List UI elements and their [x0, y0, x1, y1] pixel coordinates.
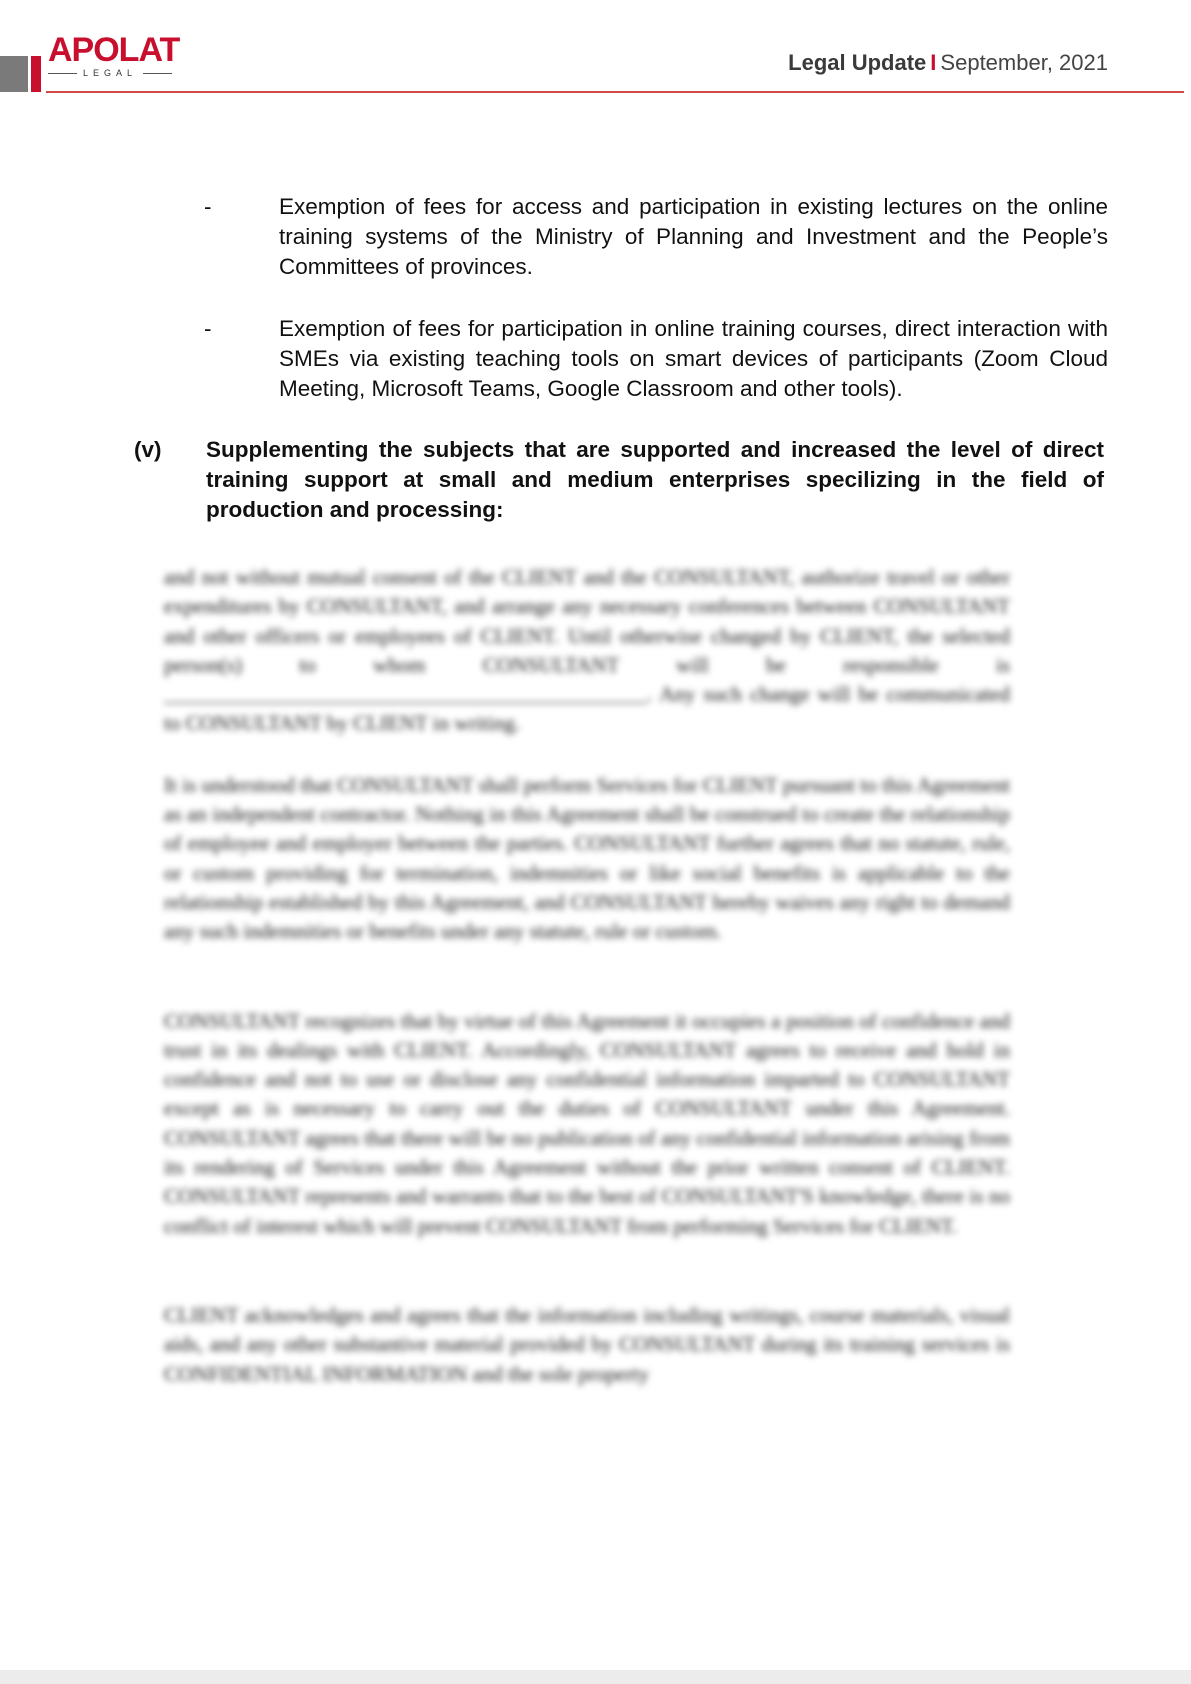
apolat-logo — [48, 32, 178, 78]
logo-subtext: LEGAL — [82, 68, 138, 78]
blurred-paragraph: CONSULTANT recognizes that by virtue of this Agreement it occupies a position of confidence and trust in its dealings with CLIENT. Accordingly, CONSULTANT agrees to receive and hold in confidence and not to use or disclose any confidential information imparted to CONSULTANT except as is necessary to carry out the duties of CONSULTANT under this Agreement. CONSULTANT agrees that there will be no publication of any confidential information arising from its rendering of Services under this Agreement without the prior written consent of CLIENT. CONSULTANT represents and warrants that to the best of CONSULTANT'S knowledge, there is no conflict of interest which will prevent CONSULTANT from performing Services for CLIENT. — [164, 1008, 1010, 1238]
bullet-item — [204, 314, 1108, 406]
section-heading: Supplementing the subjects that are supported and increased the level of direct training support at small and medium enterprises specilizing in the field of production and processing: — [206, 437, 1104, 522]
blurred-paragraph: It is understood that CONSULTANT shall perform Services for CLIENT pursuant to this Agreement as an independent contractor. Nothing in this Agreement shall be construed to create the relationship of employee and employer between the parties. CONSULTANT further agrees that no statute, rule, or custom providing for termination, indemnities or like social benefits is applicable to the relationship established by this Agreement, and CONSULTANT hereby waives any right to demand any such indemnities or benefits under any statute, rule or custom. — [164, 772, 1010, 944]
header-title-bold: Legal Update — [788, 50, 927, 75]
logo-rule-right — [143, 73, 172, 74]
header-separator: I — [930, 50, 937, 75]
header-divider — [46, 91, 1184, 93]
logo-subtext-row — [48, 68, 172, 78]
blurred-paragraph: CLIENT acknowledges and agrees that the information including writings, course materials, visual aids, and any other substantive material provided by CONSULTANT during its training services is CONFIDENTIAL INFORMATION and the sole property — [164, 1302, 1010, 1386]
header-gray-block — [0, 56, 28, 92]
header-title — [788, 50, 1108, 76]
bullet-text: Exemption of fees for access and participation in existing lectures on the online training systems of the Ministry of Planning and Investment and the People’s Committees of provinces. — [279, 194, 1108, 279]
bullet-item — [204, 192, 1108, 284]
header-date: September, 2021 — [940, 50, 1108, 75]
bullet-marker: - — [204, 194, 212, 219]
header-red-bar — [31, 56, 41, 92]
logo-wordmark: APOLAT — [48, 31, 180, 69]
section-number: (v) — [134, 437, 162, 462]
logo-rule-left — [48, 73, 77, 74]
page-bottom-edge — [0, 1670, 1191, 1684]
bullet-marker: - — [204, 316, 212, 341]
blurred-content — [150, 555, 1030, 1475]
bullet-text: Exemption of fees for participation in online training courses, direct interaction with SMEs via existing teaching tools on smart devices of participants (Zoom Cloud Meeting, Microsoft Teams, Google Classroom and other tools). — [279, 316, 1108, 401]
blurred-paragraph: and not without mutual consent of the CLIENT and the CONSULTANT, authorize travel or other expenditures by CONSULTANT, and arrange any necessary conferences between CONSULTANT and other officers or employees of CLIENT. Until otherwise changed by CLIENT, the selected person(s) to whom CONSULTANT will be responsible is ______________________________________________. Any such change will be communicated to CONSULTANT by CLIENT in writing. — [164, 565, 1010, 736]
blurred-text-block — [164, 563, 1010, 1389]
